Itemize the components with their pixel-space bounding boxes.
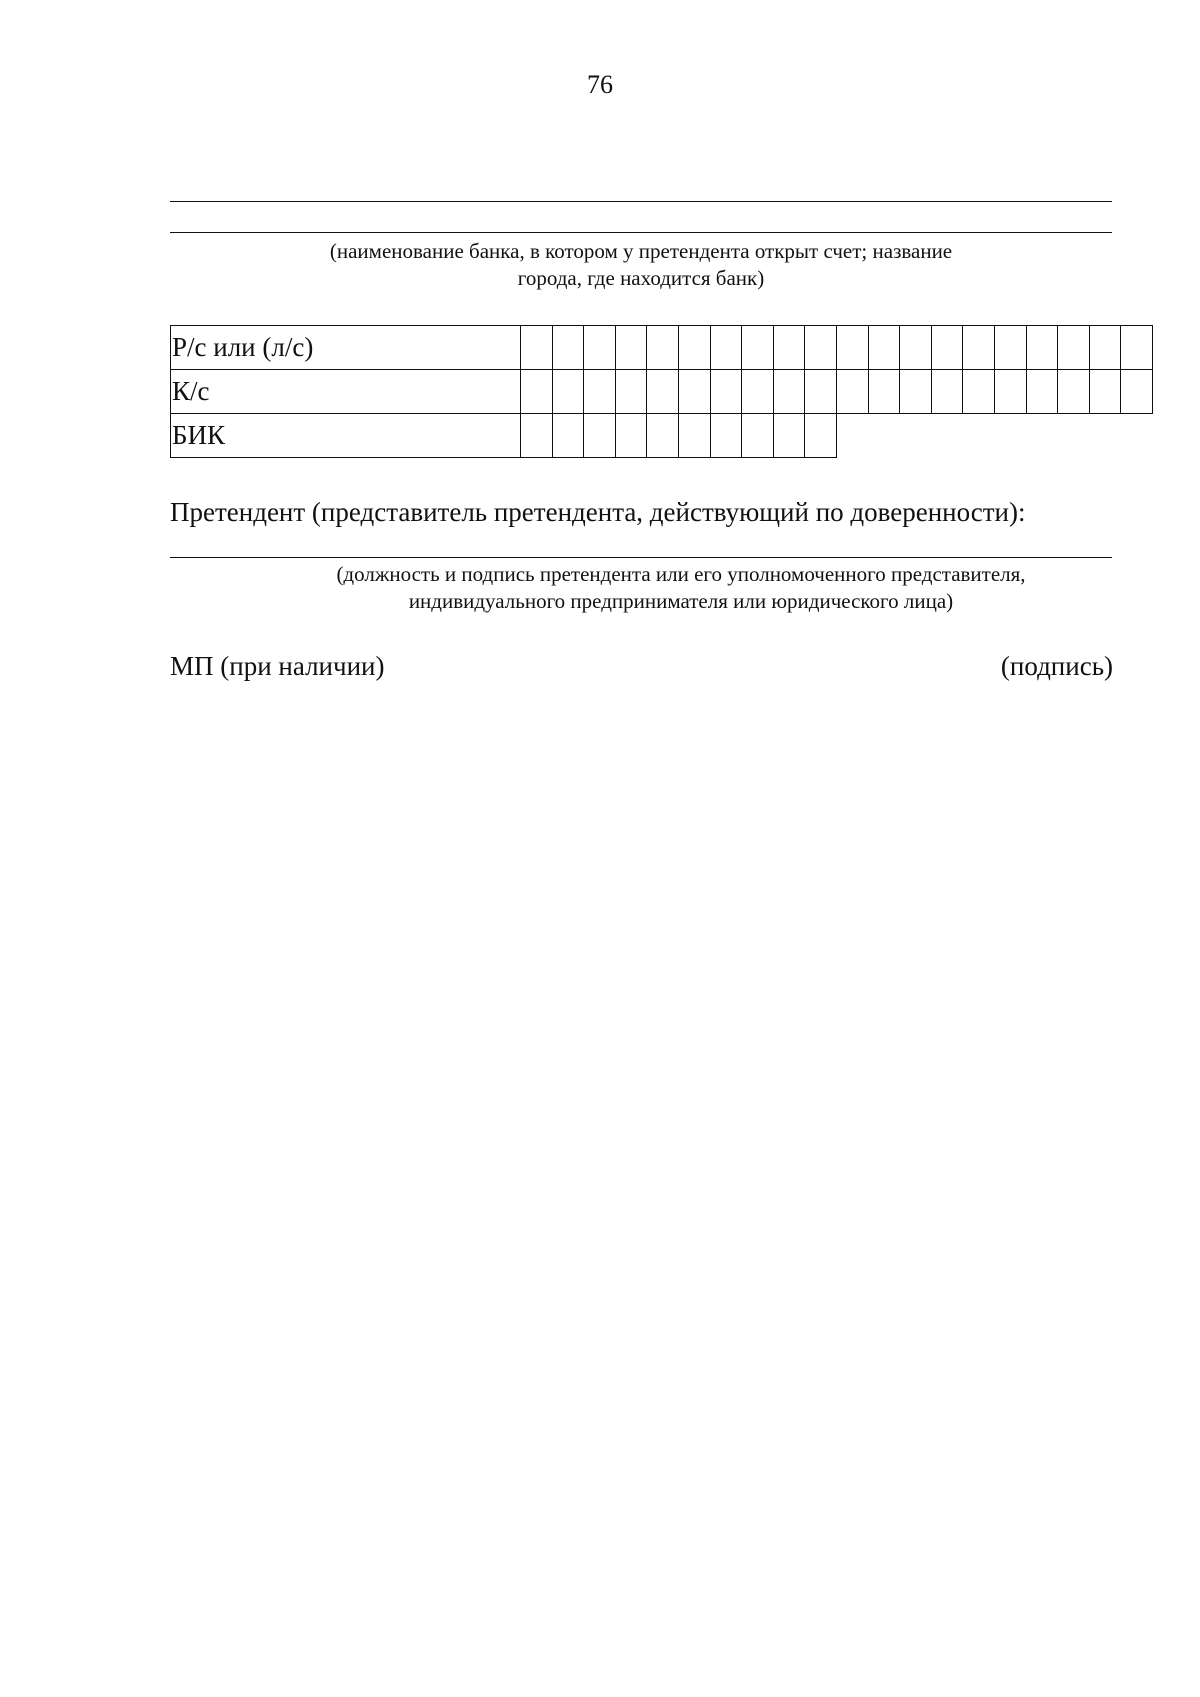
empty-cell <box>931 414 963 458</box>
digit-cell[interactable] <box>1121 370 1153 414</box>
empty-cell <box>1058 414 1090 458</box>
claimant-signature-line[interactable] <box>170 557 1112 558</box>
digit-cell[interactable] <box>963 326 995 370</box>
account-row <box>171 370 1153 414</box>
digit-cell[interactable] <box>1026 326 1058 370</box>
digit-cell[interactable] <box>868 326 900 370</box>
digit-cell[interactable] <box>584 414 616 458</box>
digit-cell[interactable] <box>678 414 710 458</box>
digit-cell[interactable] <box>710 370 742 414</box>
empty-cell <box>1121 414 1153 458</box>
claimant-label: Претендент (представитель претендента, действующий по доверенности): <box>170 497 1026 527</box>
digit-cell[interactable] <box>773 370 805 414</box>
digit-cell[interactable] <box>994 370 1026 414</box>
digit-cell[interactable] <box>994 326 1026 370</box>
digit-cell[interactable] <box>584 370 616 414</box>
account-details-body <box>171 326 1153 458</box>
digit-cell[interactable] <box>710 414 742 458</box>
digit-cell[interactable] <box>805 326 837 370</box>
claimant-caption <box>250 561 1112 615</box>
empty-cell <box>1089 414 1121 458</box>
digit-cell[interactable] <box>900 326 932 370</box>
digit-cell[interactable] <box>773 414 805 458</box>
digit-cell[interactable] <box>836 370 868 414</box>
digit-cell[interactable] <box>805 414 837 458</box>
bank-name-line-2[interactable] <box>170 232 1112 233</box>
digit-cell[interactable] <box>678 370 710 414</box>
empty-cell <box>868 414 900 458</box>
account-details-table <box>170 325 1153 458</box>
bank-caption-line-2: города, где находится банк) <box>517 266 765 290</box>
bank-caption-line-1: (наименование банка, в котором у претендента открыт счет; название <box>329 239 953 263</box>
digit-cell[interactable] <box>521 326 553 370</box>
digit-cell[interactable] <box>931 326 963 370</box>
digit-cell[interactable] <box>1121 326 1153 370</box>
digit-cell[interactable] <box>521 414 553 458</box>
digit-cell[interactable] <box>1058 326 1090 370</box>
empty-cell <box>836 414 868 458</box>
digit-cell[interactable] <box>742 370 774 414</box>
signature-label: (подпись) <box>1000 651 1113 681</box>
digit-cell[interactable] <box>1026 370 1058 414</box>
account-row-label: Р/с или (л/с) <box>171 326 521 370</box>
claimant-caption-line-2: индивидуального предпринимателя или юридического лица) <box>408 589 954 613</box>
digit-cell[interactable] <box>647 326 679 370</box>
digit-cell[interactable] <box>1058 370 1090 414</box>
digit-cell[interactable] <box>868 370 900 414</box>
digit-cell[interactable] <box>963 370 995 414</box>
digit-cell[interactable] <box>1089 370 1121 414</box>
digit-cell[interactable] <box>521 370 553 414</box>
digit-cell[interactable] <box>742 326 774 370</box>
digit-cell[interactable] <box>805 370 837 414</box>
bank-caption <box>170 238 1112 292</box>
digit-cell[interactable] <box>931 370 963 414</box>
empty-cell <box>994 414 1026 458</box>
page-number: 76 <box>587 70 613 99</box>
digit-cell[interactable] <box>552 414 584 458</box>
digit-cell[interactable] <box>742 414 774 458</box>
digit-cell[interactable] <box>552 326 584 370</box>
digit-cell[interactable] <box>678 326 710 370</box>
account-row <box>171 414 1153 458</box>
digit-cell[interactable] <box>773 326 805 370</box>
digit-cell[interactable] <box>710 326 742 370</box>
digit-cell[interactable] <box>615 414 647 458</box>
empty-cell <box>1026 414 1058 458</box>
digit-cell[interactable] <box>615 326 647 370</box>
stamp-label: МП (при наличии) <box>170 651 385 681</box>
digit-cell[interactable] <box>647 414 679 458</box>
empty-cell <box>900 414 932 458</box>
digit-cell[interactable] <box>615 370 647 414</box>
digit-cell[interactable] <box>647 370 679 414</box>
bank-name-line-1[interactable] <box>170 201 1112 202</box>
digit-cell[interactable] <box>836 326 868 370</box>
account-row-label: БИК <box>171 414 521 458</box>
digit-cell[interactable] <box>1089 326 1121 370</box>
digit-cell[interactable] <box>900 370 932 414</box>
account-row <box>171 326 1153 370</box>
digit-cell[interactable] <box>584 326 616 370</box>
account-row-label: К/с <box>171 370 521 414</box>
empty-cell <box>963 414 995 458</box>
digit-cell[interactable] <box>552 370 584 414</box>
claimant-caption-line-1: (должность и подпись претендента или его уполномоченного представителя, <box>336 562 1026 586</box>
